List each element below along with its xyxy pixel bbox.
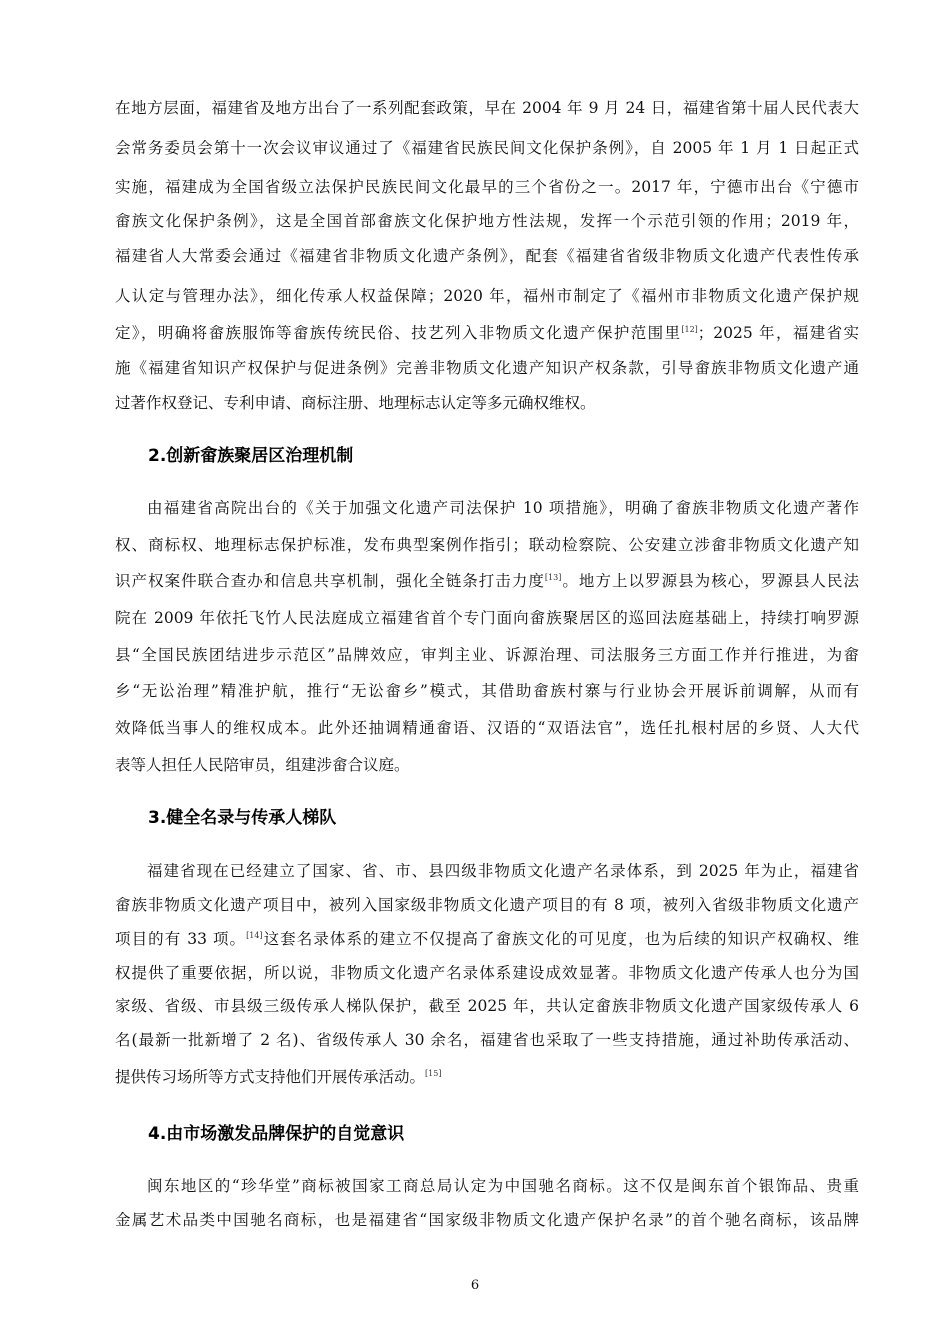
section-heading: 2.创新畲族聚居区治理机制 xyxy=(148,446,354,466)
citation-ref: [12] xyxy=(681,325,698,334)
paragraph-line: 权提供了重要依据，所以说，非物质文化遗产名录体系建设成效显著。非物质文化遗产传承人也分为国 xyxy=(115,964,859,982)
paragraph-line: 名(最新一批新增了 2 名)、省级传承人 30 余名，福建省也采取了一些支持措施，通过补助传承活动、 xyxy=(115,1031,859,1049)
paragraph-line xyxy=(115,926,859,952)
citation-ref: [15] xyxy=(425,1069,442,1078)
paragraph-line: 在地方层面，福建省及地方出台了一系列配套政策，早在 2004 年 9 月 24 日，福建省第十届人民代表大 xyxy=(115,99,859,117)
page-number: 6 xyxy=(470,1278,480,1293)
paragraph-line: 权、商标权、地理标志保护标准，发布典型案例作指引；联动检察院、公安建立涉畲非物质文化遗产知 xyxy=(115,536,859,554)
paragraph-line: 会常务委员会第十一次会议审议通过了《福建省民族民间文化保护条例》，自 2005 年 1 月 1 日起正式 xyxy=(115,139,859,157)
paragraph-line xyxy=(115,1064,859,1090)
paragraph-line: 实施，福建成为全国省级立法保护民族民间文化最早的三个省份之一。2017 年，宁德市出台《宁德市 xyxy=(115,178,859,196)
paragraph-line: 畲族文化保护条例》，这是全国首部畲族文化保护地方性法规，发挥一个示范引领的作用；2019 年， xyxy=(115,212,859,230)
paragraph-line: 效降低当事人的维权成本。此外还抽调精通畲语、汉语的“双语法官”，选任扎根村居的乡贤、人大代 xyxy=(115,719,859,737)
paragraph-line: 由福建省高院出台的《关于加强文化遗产司法保护 10 项措施》，明确了畲族非物质文化遗产著作 xyxy=(147,499,859,517)
paragraph-line xyxy=(115,568,859,594)
text-run: 提供传习场所等方式支持他们开展传承活动。 xyxy=(115,1068,426,1086)
paragraph-line: 家级、省级、市县级三级传承人梯队保护，截至 2025 年，共认定畲族非物质文化遗产国家级传承人 6 xyxy=(115,997,859,1015)
paragraph-line: 乡“无讼治理”精准护航，推行“无讼畲乡”模式，其借助畲族村寨与行业协会开展诉前调解，从而有 xyxy=(115,682,859,700)
text-run: 。地方上以罗源县为核心，罗源县人民法 xyxy=(561,572,859,590)
text-run: 这套名录体系的建立不仅提高了畲族文化的可见度，也为后续的知识产权确权、维 xyxy=(262,930,859,948)
paragraph-line: 福建省人大常委会通过《福建省非物质文化遗产条例》，配套《福建省省级非物质文化遗产代表性传承 xyxy=(115,247,859,265)
section-heading: 3.健全名录与传承人梯队 xyxy=(148,808,337,828)
paragraph-line xyxy=(115,320,859,346)
citation-ref: [14] xyxy=(246,931,263,940)
paragraph-line: 畲族非物质文化遗产项目中，被列入国家级非物质文化遗产项目的有 8 项，被列入省级非物质文化遗产 xyxy=(115,896,859,914)
paragraph-line: 过著作权登记、专利申请、商标注册、地理标志认定等多元确权维权。 xyxy=(115,394,596,412)
paragraph-line: 县“全国民族团结进步示范区”品牌效应，审判主业、诉源治理、司法服务三方面工作并行推进，为畲 xyxy=(115,646,859,664)
paragraph-line: 施《福建省知识产权保护与促进条例》完善非物质文化遗产知识产权条款，引导畲族非物质文化遗产通 xyxy=(115,359,859,377)
text-run: ；2025 年，福建省实 xyxy=(697,324,859,342)
paragraph-line: 表等人担任人民陪审员，组建涉畲合议庭。 xyxy=(115,756,410,774)
text-run: 项目的有 33 项。 xyxy=(115,930,247,948)
paragraph-line: 金属艺术品类中国驰名商标，也是福建省“国家级非物质文化遗产保护名录”的首个驰名商标，该品牌 xyxy=(115,1211,859,1229)
paragraph-line: 闽东地区的“珍华堂”商标被国家工商总局认定为中国驰名商标。这不仅是闽东首个银饰品、贵重 xyxy=(147,1177,859,1195)
text-run: 识产权案件联合查办和信息共享机制，强化全链条打击力度 xyxy=(115,572,545,590)
citation-ref: [13] xyxy=(544,573,562,582)
section-heading: 4.由市场激发品牌保护的自觉意识 xyxy=(148,1124,405,1144)
paragraph-line: 院在 2009 年依托飞竹人民法庭成立福建省首个专门面向畲族聚居区的巡回法庭基础上，持续打响罗源 xyxy=(115,609,859,627)
text-run: 定》，明确将畲族服饰等畲族传统民俗、技艺列入非物质文化遗产保护范围里 xyxy=(115,324,682,342)
paragraph-line: 福建省现在已经建立了国家、省、市、县四级非物质文化遗产名录体系，到 2025 年为止，福建省 xyxy=(147,862,859,880)
paragraph-line: 人认定与管理办法》，细化传承人权益保障；2020 年，福州市制定了《福州市非物质文化遗产保护规 xyxy=(115,287,859,305)
